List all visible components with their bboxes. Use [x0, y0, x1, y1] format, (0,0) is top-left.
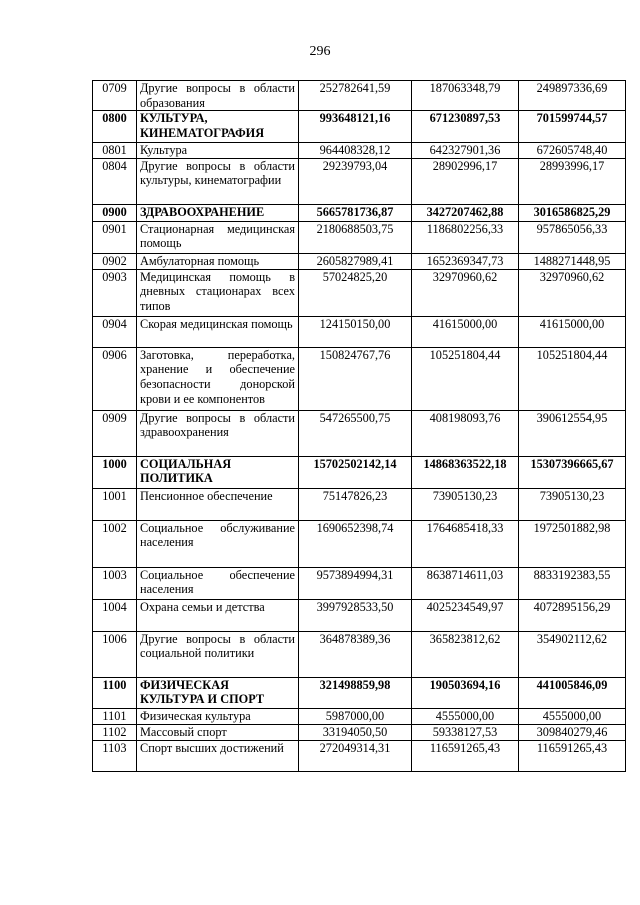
row-value-2: 190503694,16	[412, 677, 519, 708]
row-name: Физическая культура	[137, 708, 299, 724]
row-value-1: 1690652398,74	[299, 520, 412, 567]
table-row	[93, 143, 626, 159]
row-value-2: 32970960,62	[412, 269, 519, 316]
row-value-2: 4025234549,97	[412, 599, 519, 631]
row-code: 1003	[93, 567, 137, 599]
row-value-2: 41615000,00	[412, 316, 519, 347]
row-code: 0906	[93, 347, 137, 410]
row-value-1: 75147826,23	[299, 488, 412, 520]
row-code: 1002	[93, 520, 137, 567]
table-row	[93, 631, 626, 677]
row-value-3: 1488271448,95	[519, 253, 626, 269]
row-value-2: 14868363522,18	[412, 456, 519, 488]
row-code: 1102	[93, 724, 137, 740]
row-value-1: 2605827989,41	[299, 253, 412, 269]
page-number: 296	[309, 44, 331, 59]
row-value-3: 309840279,46	[519, 724, 626, 740]
row-code: 0804	[93, 158, 137, 204]
row-name: Скорая медицинская помощь	[137, 316, 299, 347]
row-name: Другие вопросы в области социальной политики	[137, 631, 299, 677]
table-row	[93, 599, 626, 631]
row-code: 0909	[93, 410, 137, 456]
row-name: Амбулаторная помощь	[137, 253, 299, 269]
row-value-2: 1186802256,33	[412, 221, 519, 253]
row-value-3: 672605748,40	[519, 143, 626, 159]
row-name: Другие вопросы в области образования	[137, 81, 299, 111]
row-value-1: 364878389,36	[299, 631, 412, 677]
row-value-3: 4555000,00	[519, 708, 626, 724]
row-value-3: 4072895156,29	[519, 599, 626, 631]
row-value-1: 252782641,59	[299, 81, 412, 111]
row-name: Стационарная медицинская помощь	[137, 221, 299, 253]
row-value-1: 964408328,12	[299, 143, 412, 159]
row-value-3: 73905130,23	[519, 488, 626, 520]
row-value-1: 5987000,00	[299, 708, 412, 724]
row-value-1: 57024825,20	[299, 269, 412, 316]
row-value-3: 41615000,00	[519, 316, 626, 347]
row-code: 0902	[93, 253, 137, 269]
table-body	[93, 81, 626, 772]
row-value-2: 105251804,44	[412, 347, 519, 410]
table-row	[93, 81, 626, 111]
row-name: Заготовка, переработка, хранение и обеспечение безопасности донорской крови и ее компонентов	[137, 347, 299, 410]
section-row	[93, 204, 626, 221]
row-value-1: 33194050,50	[299, 724, 412, 740]
row-value-2: 116591265,43	[412, 740, 519, 771]
row-value-3: 1972501882,98	[519, 520, 626, 567]
table-row	[93, 221, 626, 253]
row-value-2: 73905130,23	[412, 488, 519, 520]
row-code: 1000	[93, 456, 137, 488]
table-row	[93, 724, 626, 740]
row-name: Другие вопросы в области здравоохранения	[137, 410, 299, 456]
row-value-2: 1764685418,33	[412, 520, 519, 567]
row-value-3: 32970960,62	[519, 269, 626, 316]
table-row	[93, 708, 626, 724]
table-row	[93, 253, 626, 269]
row-name: Медицинская помощь в дневных стационарах всех типов	[137, 269, 299, 316]
table-row	[93, 269, 626, 316]
row-code: 0903	[93, 269, 137, 316]
row-name: Культура	[137, 143, 299, 159]
row-value-3: 116591265,43	[519, 740, 626, 771]
row-name: Другие вопросы в области культуры, кинематографии	[137, 158, 299, 204]
row-value-3: 441005846,09	[519, 677, 626, 708]
row-code: 0801	[93, 143, 137, 159]
row-code: 1006	[93, 631, 137, 677]
row-value-1: 272049314,31	[299, 740, 412, 771]
row-value-2: 59338127,53	[412, 724, 519, 740]
row-value-2: 187063348,79	[412, 81, 519, 111]
row-value-2: 28902996,17	[412, 158, 519, 204]
row-value-2: 8638714611,03	[412, 567, 519, 599]
row-value-1: 124150150,00	[299, 316, 412, 347]
row-value-3: 249897336,69	[519, 81, 626, 111]
row-value-1: 547265500,75	[299, 410, 412, 456]
row-code: 0800	[93, 111, 137, 143]
row-name: ЗДРАВООХРАНЕНИЕ	[137, 204, 299, 221]
row-value-1: 5665781736,87	[299, 204, 412, 221]
row-code: 0904	[93, 316, 137, 347]
row-value-1: 9573894994,31	[299, 567, 412, 599]
row-value-2: 365823812,62	[412, 631, 519, 677]
row-value-2: 642327901,36	[412, 143, 519, 159]
row-code: 1103	[93, 740, 137, 771]
row-value-1: 993648121,16	[299, 111, 412, 143]
table-row	[93, 488, 626, 520]
row-code: 1001	[93, 488, 137, 520]
row-code: 1101	[93, 708, 137, 724]
row-name: Массовый спорт	[137, 724, 299, 740]
section-row	[93, 111, 626, 143]
row-value-3: 957865056,33	[519, 221, 626, 253]
table-row	[93, 158, 626, 204]
row-value-3: 28993996,17	[519, 158, 626, 204]
section-row	[93, 456, 626, 488]
row-value-3: 15307396665,67	[519, 456, 626, 488]
table-row	[93, 567, 626, 599]
row-name: ФИЗИЧЕСКАЯ КУЛЬТУРА И СПОРТ	[137, 677, 299, 708]
row-name: Пенсионное обеспечение	[137, 488, 299, 520]
row-value-3: 701599744,57	[519, 111, 626, 143]
budget-table	[92, 80, 626, 772]
row-name: КУЛЬТУРА, КИНЕМАТОГРАФИЯ	[137, 111, 299, 143]
row-value-1: 15702502142,14	[299, 456, 412, 488]
row-name: СОЦИАЛЬНАЯ ПОЛИТИКА	[137, 456, 299, 488]
row-value-1: 150824767,76	[299, 347, 412, 410]
row-value-2: 408198093,76	[412, 410, 519, 456]
table-row	[93, 347, 626, 410]
row-value-3: 8833192383,55	[519, 567, 626, 599]
row-value-1: 2180688503,75	[299, 221, 412, 253]
table-row	[93, 520, 626, 567]
row-value-2: 1652369347,73	[412, 253, 519, 269]
row-name: Спорт высших достижений	[137, 740, 299, 771]
table-row	[93, 410, 626, 456]
row-value-3: 105251804,44	[519, 347, 626, 410]
row-value-2: 671230897,53	[412, 111, 519, 143]
row-code: 1004	[93, 599, 137, 631]
row-name: Охрана семьи и детства	[137, 599, 299, 631]
row-value-3: 390612554,95	[519, 410, 626, 456]
row-value-3: 354902112,62	[519, 631, 626, 677]
table-row	[93, 316, 626, 347]
row-code: 0900	[93, 204, 137, 221]
row-value-2: 3427207462,88	[412, 204, 519, 221]
section-row	[93, 677, 626, 708]
row-value-1: 321498859,98	[299, 677, 412, 708]
row-name: Социальное обеспечение населения	[137, 567, 299, 599]
row-code: 0709	[93, 81, 137, 111]
table-row	[93, 740, 626, 771]
row-value-1: 3997928533,50	[299, 599, 412, 631]
row-name: Социальное обслуживание населения	[137, 520, 299, 567]
row-code: 0901	[93, 221, 137, 253]
row-value-2: 4555000,00	[412, 708, 519, 724]
row-value-1: 29239793,04	[299, 158, 412, 204]
row-value-3: 3016586825,29	[519, 204, 626, 221]
row-code: 1100	[93, 677, 137, 708]
